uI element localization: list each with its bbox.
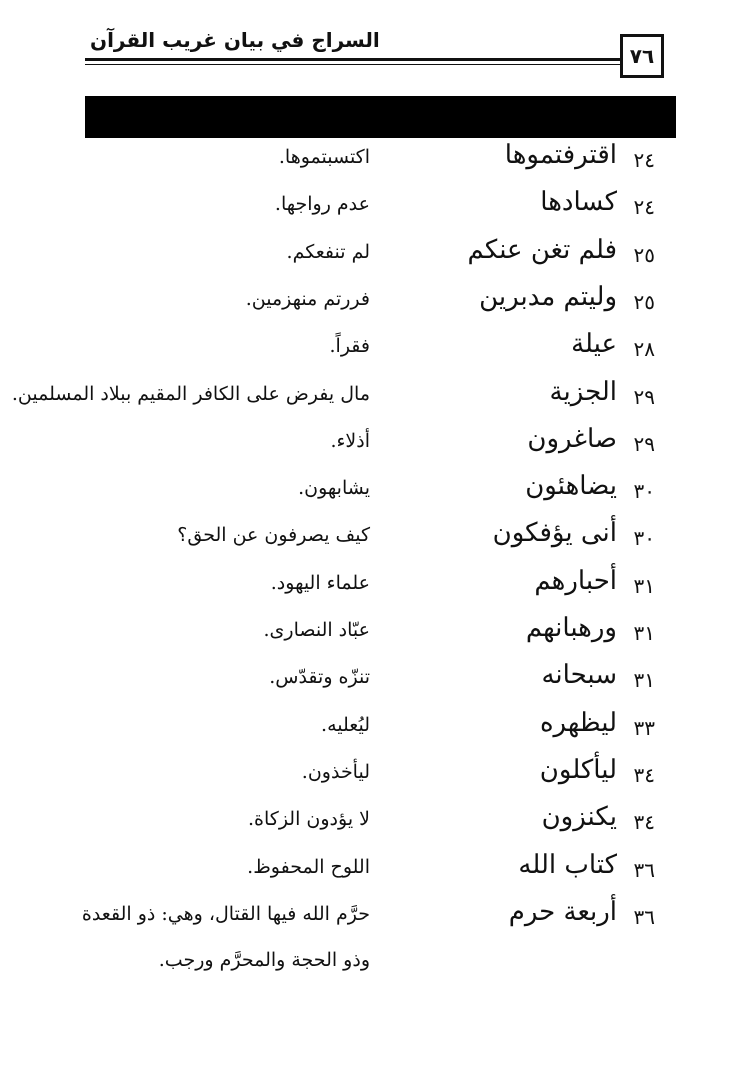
quranic-word: اقترفتموها: [504, 140, 617, 170]
word-meaning: مال يفرض على الكافر المقيم ببلاد المسلمين.: [11, 382, 370, 405]
verse-number: ٣٣: [633, 715, 655, 740]
word-meaning-continuation: وذو الحجة والمحرَّم ورجب.: [158, 948, 370, 971]
verse-number: ٣٤: [633, 810, 655, 835]
quranic-word: أربعة حرم: [508, 896, 617, 927]
glossary-row: [0, 802, 755, 850]
black-band: [85, 96, 676, 138]
word-meaning: لا يؤدون الزكاة.: [248, 808, 370, 831]
word-meaning: اكتسبتموها.: [278, 146, 370, 168]
quranic-word: كتاب الله: [518, 849, 617, 880]
glossary-row: [0, 708, 755, 756]
glossary-row: [0, 329, 755, 377]
word-meaning: اللوح المحفوظ.: [247, 855, 370, 878]
quranic-word: الجزية: [549, 376, 617, 407]
word-meaning: عدم رواجها.: [274, 193, 370, 216]
glossary-row: [0, 471, 755, 519]
glossary-row: [0, 282, 755, 330]
glossary-row: [0, 613, 755, 661]
header-rule-thin: [85, 64, 621, 65]
verse-number: ٣٠: [633, 526, 655, 551]
verse-number: ٣١: [633, 573, 655, 598]
glossary-row: [0, 140, 755, 188]
glossary-row: [0, 755, 755, 803]
verse-number: ٣٦: [633, 857, 655, 882]
page-number: ٧٦: [620, 34, 664, 78]
glossary-row: [0, 660, 755, 708]
word-meaning: فررتم منهزمين.: [245, 287, 370, 310]
verse-number: ٢٤: [633, 195, 655, 220]
verse-number: ٢٩: [633, 431, 655, 456]
verse-number: ٢٥: [633, 242, 655, 267]
glossary-row: [0, 187, 755, 235]
quranic-word: يكنزون: [541, 802, 617, 833]
quranic-word: ورهبانهم: [525, 613, 617, 643]
word-meaning: حرَّم الله فيها القتال، وهي: ذو القعدة: [81, 902, 370, 925]
verse-number: ٣٤: [633, 762, 655, 787]
verse-number: ٣١: [633, 668, 655, 693]
quranic-word: أنى يؤفكون: [492, 518, 617, 549]
verse-number: ٢٩: [633, 384, 655, 409]
quranic-word: ليظهره: [539, 707, 617, 738]
glossary-row: [0, 424, 755, 472]
word-meaning: لم تنفعكم.: [286, 240, 370, 263]
quranic-word: صاغرون: [527, 423, 617, 454]
glossary-row: [0, 518, 755, 566]
word-meaning: فقراً.: [329, 335, 370, 358]
verse-number: ٢٨: [633, 337, 655, 362]
verse-number: ٣٦: [633, 904, 655, 929]
quranic-word: سبحانه: [541, 660, 617, 691]
verse-number: ٣١: [633, 621, 655, 645]
running-header-title: السراج في بيان غريب القرآن: [90, 28, 380, 52]
verse-number: ٣٠: [633, 479, 655, 504]
verse-number: ٢٤: [633, 148, 655, 172]
quranic-word: أحبارهم: [534, 565, 617, 596]
word-meaning: ليأخذون.: [301, 760, 370, 783]
quranic-word: وليتم مدبرين: [479, 281, 617, 312]
verse-number: ٢٥: [633, 289, 655, 314]
word-meaning: عبّاد النصارى.: [263, 619, 370, 641]
quranic-word: عيلة: [571, 329, 617, 360]
header-rule-thick: [85, 58, 621, 61]
glossary-row: [0, 377, 755, 425]
quranic-word: كسادها: [540, 187, 617, 218]
quranic-word: يضاهئون: [525, 471, 617, 502]
quranic-word: ليأكلون: [539, 754, 617, 785]
glossary-row: [0, 850, 755, 898]
word-meaning: تنزّه وتقدّس.: [269, 666, 370, 689]
glossary-row: [0, 235, 755, 283]
glossary-row: [0, 566, 755, 614]
word-meaning: علماء اليهود.: [270, 571, 370, 594]
word-meaning: ليُعليه.: [321, 713, 370, 736]
glossary-row: [0, 896, 755, 971]
word-meaning: يشابهون.: [298, 477, 370, 500]
quranic-word: فلم تغن عنكم: [467, 234, 617, 265]
word-meaning: أذلاء.: [330, 429, 370, 452]
word-meaning: كيف يصرفون عن الحق؟: [177, 524, 370, 547]
